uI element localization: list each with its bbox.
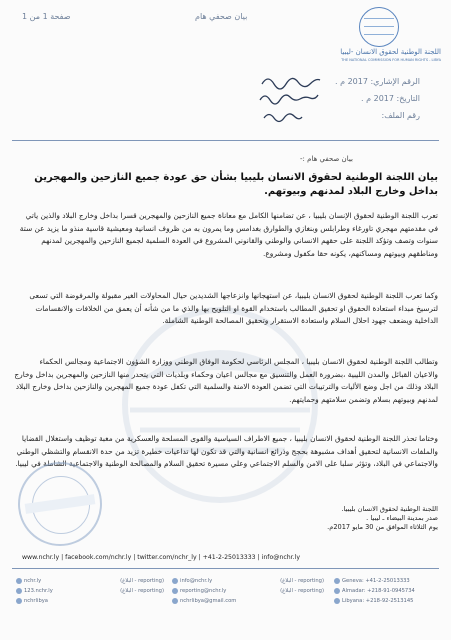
official-stamp [18,462,102,546]
press-release-label: بيان صحفي هام :- [300,155,353,163]
date-value: 2017 م . [361,94,394,103]
body-paragraph-2: وكما تعرب اللجنة الوطنية لحقوق الانسان بليبيا، عن استهجانها وانزعاجها الشديدين حيال المحاولات الغير مقبولة والمرفوضة التي تسعى لترسيخ مبداء استعادة الحقوق او تحقيق المطالب باستخدام القوة او التلويح بها والذي ما من شأنه أن يعمق من الخلافات والانقسامات الداخلية ويضعف جهود احلال السلام واستعادة الاستقرار وتحقيق المصالحة الوطنية الشاملة. [29,291,438,326]
date-label: التاريخ: [396,94,420,103]
signature-place: صدر بمدينة البيضاء ـ ليبيا . [366,514,438,522]
footer-reporting-label: (reporting - البلاغ) [120,578,164,584]
footer-reporting-column-left [92,576,164,596]
footer-phone[interactable]: Almadar: +218-91-0945734 [342,588,415,594]
logo-name-english: THE NATIONAL COMMISSION FOR HUMAN RIGHTS - LIBYA [341,58,441,62]
footer-links: www.nchr.ly | facebook.com/nchr.ly | twitter.com/nchr_ly | +41-2-25013333 | info@nchr.ly [22,554,300,561]
email-icon [172,588,178,594]
signature-date: يوم الثلاثاء الموافق من 30 مايو 2017م. [327,523,438,531]
reference-number-label: الرقم الإشاري: [370,77,420,86]
email-icon [172,578,178,584]
footer-email-link[interactable]: reporting@nchr.ly [180,588,227,594]
commission-logo [325,7,443,67]
footer-social-item: nchr.ly [14,576,94,586]
phone-icon [334,578,340,584]
footer-phone-column [332,576,442,606]
body-paragraph-1: تعرب اللجنة الوطنية لحقوق الإنسان بليبيا ، عن تضامنها الكامل مع معاناة جميع النازحين والمهجرين قسرا بداخل وخارج البلاد والذين ياتي في مقدمتهم مهجري تاورغاء وطرابلس وبنغازي والطوارق بغدامس وما يمرون به من ظروف انسانية ومعيشية قاسية منذو ما يزيد عن ستة سنوات وتصف وتؤكد اللجنة على حقهم الانساني والوطني والقانوني المشروع في العودة السلمية لجميع النازحين والمهجرين لمدنهم ومناطقهم وبيوتهم ومساكنهم، يكونه حقا مكفول ومشروع. [19,211,438,258]
signature-block [14,505,438,532]
footer-reporting-column-right [258,576,324,596]
facebook-icon [16,588,22,594]
header-divider [12,140,439,141]
footer-divider [12,568,439,569]
body-paragraph-3: وتطالب اللجنة الوطنية لحقوق الانسان بليبيا ، المجلس الرئاسي لحكومة الوفاق الوطني ووزارة الشؤون الاجتماعية ومجالس الحكماء والاعيان القبائل والمدن الليبية ،بضرورة العمل والتنسيق مع مجالس اعيان وحكماء وبلديات التي يتحدر منها النازحين والمهجرين بداخل وخارج البلاد وذلك من اجل وضع الأليات والترتيبات التي تضمن العودة الامنة والسلمية التي تكفل عودة جميع المهجرين والنازحين بداخل وخارج البلاد لمدنهم وبيوتهم بسلام وتضمن سلامتهم وحمايتهم. [14,357,438,404]
footer-email-column [170,576,260,606]
signature-commission: اللجنة الوطنية لحقوق الانسان بليبيا. [341,505,438,513]
footer-phone[interactable]: Libyana: +218-92-2513145 [342,598,414,604]
footer-email-link[interactable]: info@nchr.ly [180,578,213,584]
email-icon [172,598,178,604]
footer-social-item: nchrlibya [14,596,94,606]
footer-reporting-label: (reporting - البلاغ) [120,588,164,594]
footer-social-item: 123.nchr.ly [14,586,94,596]
footer-phone[interactable]: Geneva: +41-2-25013333 [342,578,410,584]
logo-name-arabic: اللجنة الوطنية لحقوق الانسان -ليبيا [340,48,441,56]
reference-number-value: 2017 م . [334,77,368,86]
press-release-title: بيان اللجنة الوطنية لحقوق الانسان بليبيا بشأن حق عودة جميع النازحين والمهجرين بداخل وخارج البلاد لمدنهم وبيوتهم. [34,172,438,197]
body-paragraph-4: وختاما تحذر اللجنة الوطنية لحقوق الانسان بليبيا ، جميع الاطراف السياسية والقوى المسلحة والعسكرية من مغبة توظيف واستغلال القضايا والملفات الانسانية لتحقيق أهداف مشبوهة بحجج وذرائع انسانية والتي قد تكون لها تداعيات خطيرة تزيد من حدة الانقسام والتشظي الوطني والاجتماعي في البلاد، وتؤثر سلبا على الامن والسلم الاجتماعي وعلي مسيرة تحقيق السلام والمصالحة الوطنية والاجتماعية الشاملة في ليبيا. [15,434,438,469]
globe-icon [359,7,399,47]
footer-email-link[interactable]: nchrlibya@gmail.com [180,598,237,604]
phone-icon [334,598,340,604]
footer-reporting-label: (reporting - البلاغ) [280,588,324,594]
twitter-icon [16,598,22,604]
phone-icon [334,588,340,594]
header-title: بيان صحفي هام [195,12,248,21]
footer-social-column [14,576,94,606]
file-number-label: رقم الملف: [381,111,420,120]
handwritten-reference-marks [258,64,348,126]
page-indicator: صفحة 1 من 1 [22,12,71,21]
footer-reporting-label: (reporting - البلاغ) [280,578,324,584]
globe-icon [16,578,22,584]
